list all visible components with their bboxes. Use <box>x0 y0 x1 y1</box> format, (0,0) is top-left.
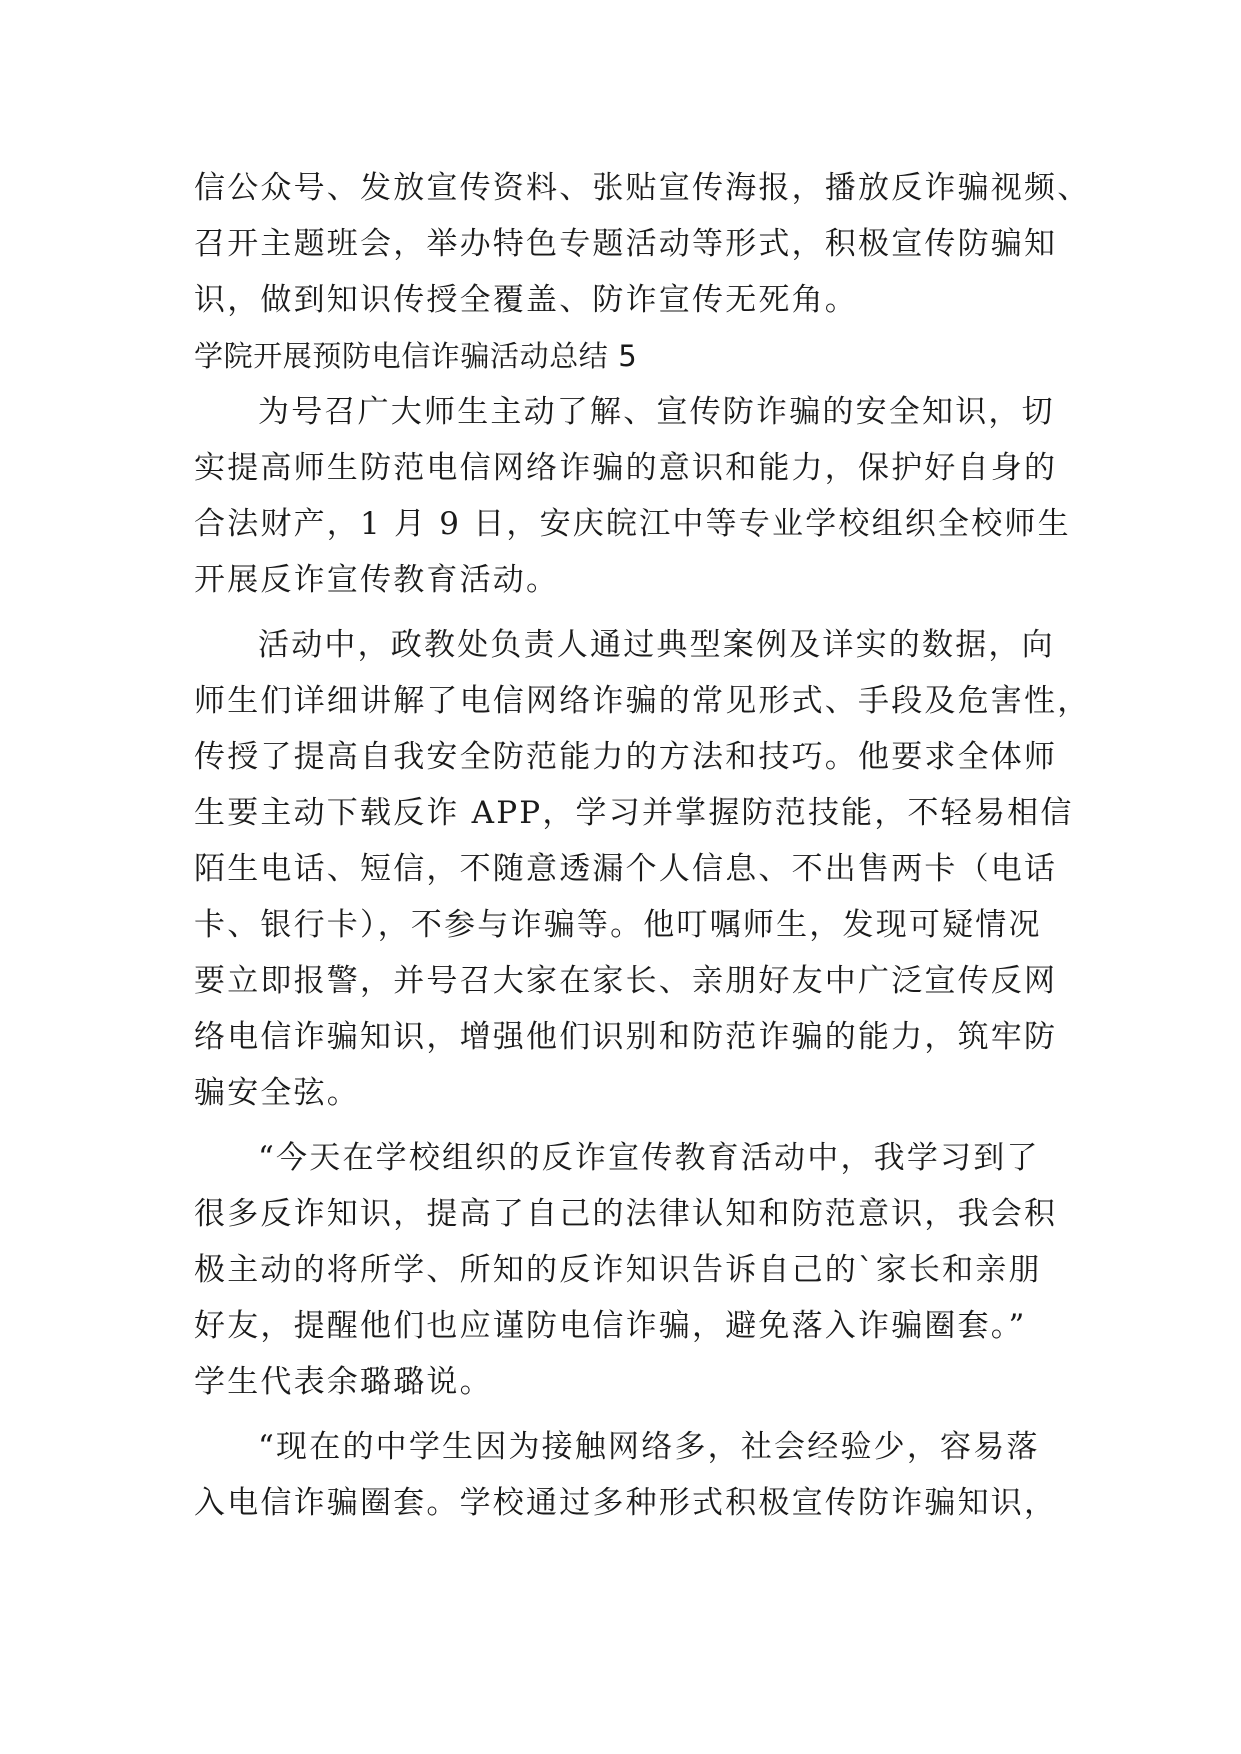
paragraph <box>194 384 1071 608</box>
text-line: 络电信诈骗知识，增强他们识别和防范诈骗的能力，筑牢防 <box>194 1019 1058 1055</box>
text-line: 学生代表余璐璐说。 <box>194 1364 493 1400</box>
section-title: 学院开展预防电信诈骗活动总结 5 <box>194 339 638 373</box>
paragraph <box>194 1130 1056 1410</box>
text-line: 生要主动下载反诈 APP，学习并掌握防范技能，不轻易相信 <box>194 795 1074 831</box>
text-line: 骗安全弦。 <box>194 1075 360 1111</box>
document-body <box>194 160 1091 1531</box>
text-line: 信公众号、发放宣传资料、张贴宣传海报，播放反诈骗视频、 <box>194 170 1091 206</box>
text-line: 陌生电话、短信，不随意透漏个人信息、不出售两卡（电话 <box>194 851 1058 887</box>
paragraph <box>194 1419 1056 1531</box>
text-line: 卡、银行卡），不参与诈骗等。他叮嘱师生，发现可疑情况 <box>194 907 1042 943</box>
text-line: 实提高师生防范电信网络诈骗的意识和能力，保护好自身的 <box>194 450 1058 486</box>
text-line: 开展反诈宣传教育活动。 <box>194 562 560 598</box>
text-line: 入电信诈骗圈套。学校通过多种形式积极宣传防诈骗知识， <box>194 1485 1058 1521</box>
text-line: 识，做到知识传授全覆盖、防诈宣传无死角。 <box>194 282 858 318</box>
intro-paragraph <box>194 160 1091 328</box>
text-line: 召开主题班会，举办特色专题活动等形式，积极宣传防骗知 <box>194 226 1058 262</box>
text-line: 要立即报警，并号召大家在家长、亲朋好友中广泛宣传反网 <box>194 963 1058 999</box>
text-line: “现在的中学生因为接触网络多，社会经验少，容易落 <box>258 1429 1040 1465</box>
text-line: 极主动的将所学、所知的反诈知识告诉自己的`家长和亲朋 <box>194 1252 1042 1288</box>
text-line: 师生们详细讲解了电信网络诈骗的常见形式、手段及危害性， <box>194 683 1091 719</box>
text-line: 很多反诈知识，提高了自己的法律认知和防范意识，我会积 <box>194 1196 1058 1232</box>
text-line: 好友，提醒他们也应谨防电信诈骗，避免落入诈骗圈套。” <box>194 1308 1027 1344</box>
text-line: “今天在学校组织的反诈宣传教育活动中，我学习到了 <box>258 1140 1040 1176</box>
paragraph <box>194 617 1091 1121</box>
text-line: 活动中，政教处负责人通过典型案例及详实的数据，向 <box>258 627 1055 663</box>
text-line: 合法财产，1 月 9 日，安庆皖江中等专业学校组织全校师生 <box>194 506 1071 542</box>
text-line: 传授了提高自我安全防范能力的方法和技巧。他要求全体师 <box>194 739 1058 775</box>
text-line: 为号召广大师生主动了解、宣传防诈骗的安全知识，切 <box>258 394 1055 430</box>
